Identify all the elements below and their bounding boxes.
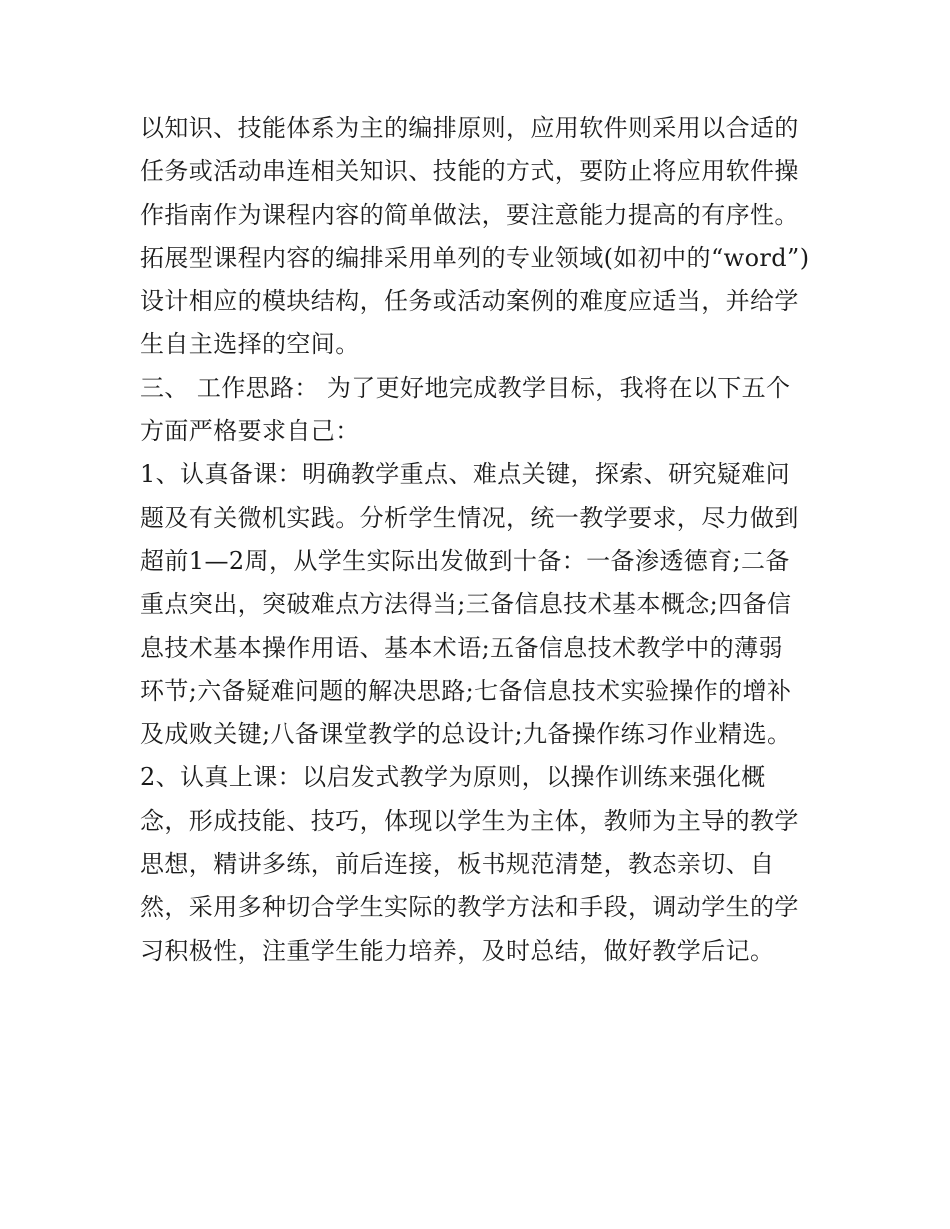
text-line: 超前1—2周，从学生实际出发做到十备：一备渗透德育;二备 bbox=[140, 546, 790, 575]
text-line: 生自主选择的空间。 bbox=[140, 330, 360, 359]
text-line: 设计相应的模块结构，任务或活动案例的难度应适当，并给学 bbox=[140, 287, 799, 316]
text-line: 重点突出，突破难点方法得当;三备信息技术基本概念;四备信 bbox=[140, 590, 792, 619]
text-line: 方面严格要求自己： bbox=[140, 417, 360, 446]
document-body bbox=[140, 107, 820, 973]
text-line: 任务或活动串连相关知识、技能的方式，要防止将应用软件操 bbox=[140, 157, 799, 186]
text-line: 拓展型课程内容的编排采用单列的专业领域(如初中的“word”) bbox=[140, 243, 810, 272]
text-line: 息技术基本操作用语、基本术语;五备信息技术教学中的薄弱 bbox=[140, 633, 783, 662]
text-line: 题及有关微机实践。分析学生情况，统一教学要求，尽力做到 bbox=[140, 503, 799, 532]
list-item-line: 1、认真备课：明确教学重点、难点关键，探索、研究疑难问 bbox=[140, 460, 791, 489]
text-line: 然，采用多种切合学生实际的教学方法和手段，调动学生的学 bbox=[140, 893, 799, 922]
text-line: 习积极性，注重学生能力培养，及时总结，做好教学后记。 bbox=[140, 936, 775, 965]
text-line: 念，形成技能、技巧，体现以学生为主体，教师为主导的教学 bbox=[140, 806, 799, 835]
text-line: 思想，精讲多练，前后连接，板书规范清楚，教态亲切、自 bbox=[140, 850, 775, 879]
section-heading-line: 三、 工作思路： 为了更好地完成教学目标，我将在以下五个 bbox=[140, 373, 791, 402]
text-line: 以知识、技能体系为主的编排原则，应用软件则采用以合适的 bbox=[140, 114, 799, 142]
text-line: 及成败关键;八备课堂教学的总设计;九备操作练习作业精选。 bbox=[140, 720, 792, 749]
list-item-line: 2、认真上课：以启发式教学为原则，以操作训练来强化概 bbox=[140, 763, 766, 792]
text-line: 作指南作为课程内容的简单做法，要注意能力提高的有序性。 bbox=[140, 200, 799, 229]
text-line: 环节;六备疑难问题的解决思路;七备信息技术实验操作的增补 bbox=[140, 676, 792, 705]
